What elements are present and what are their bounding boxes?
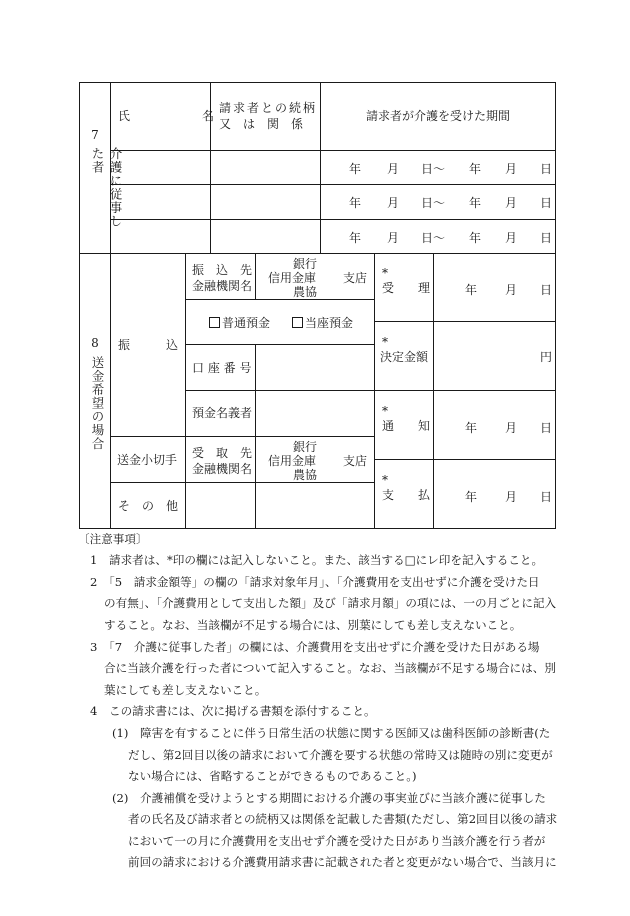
- kogitte-label: 送金小切手: [117, 453, 178, 467]
- shiharai-label: 支 払: [382, 488, 431, 502]
- bank2-type-shinkin: 信用金庫: [268, 454, 317, 468]
- bank-type-bank: 銀行: [293, 257, 318, 271]
- col-name-header: 氏 名: [118, 109, 215, 123]
- note-line: 葉にしても差し支えないこと。: [104, 683, 267, 697]
- bank-type-shinkin: 信用金庫: [268, 271, 317, 285]
- tsuchi-star: *: [382, 404, 388, 418]
- notes-heading: 〔注意事項〕: [78, 532, 148, 546]
- note-line: の有無」、「介護費用として支出した額」及び「請求月額」の項には、一の月ごとに記入: [104, 596, 557, 610]
- furikomisaki-label-1: 振 込 先: [192, 263, 253, 277]
- section8-number: 8: [91, 336, 99, 350]
- futsu-checkbox-option[interactable]: 普通預金: [209, 316, 270, 330]
- section7-title: 介護に従事した者: [90, 147, 123, 228]
- toza-checkbox[interactable]: [292, 317, 303, 328]
- note-line: 1 請求者は、*印の欄には記入しないこと。また、該当する□にレ印を記入すること。: [90, 553, 544, 567]
- section7-number: 7: [91, 128, 99, 142]
- kettei-label: 決定金額: [380, 350, 429, 364]
- note-line: において一の月に介護費用を支出せず介護を受けた日があり当該介護を行う者が: [128, 834, 546, 848]
- note-line: ない場合には、省略することができるものであること。): [128, 769, 417, 783]
- note-line: 者の氏名及び請求者との続柄又は関係を記載した書類(ただし、第2回目以後の請求: [128, 812, 558, 826]
- note-line: (2) 介護補償を受けようとする期間における介護の事実並びに当該介護に従事した: [112, 791, 546, 805]
- juri-star: *: [382, 266, 388, 280]
- note-line: (1) 障害を有することに伴う日常生活の状態に関する医師又は歯科医師の診断書(た: [112, 726, 551, 740]
- kettei-star: *: [382, 335, 388, 349]
- account-number-label: 口 座 番 号: [192, 361, 252, 375]
- kettei-yen: 円: [540, 350, 553, 364]
- section8-title: 送金希望の場合: [90, 356, 105, 451]
- bank-type-nokyo: 農協: [293, 285, 318, 299]
- note-line: 3 「7 介護に従事した者」の欄には、介護費用を支出せずに介護を受けた日がある場: [90, 640, 540, 654]
- futsu-checkbox[interactable]: [209, 317, 220, 328]
- note-line: 合に当該介護を行った者について記入すること。なお、当該欄が不足する場合には、別: [104, 661, 556, 675]
- furikomisaki-label-2: 金融機関名: [192, 279, 253, 293]
- furikomi-label: 振 込: [118, 338, 179, 352]
- shiharai-star: *: [382, 473, 388, 487]
- col-relation-header-2: 又 は 関 係: [219, 117, 304, 131]
- account-holder-label: 預金名義者: [192, 406, 253, 420]
- col-relation-header-1: 請求者との続柄: [219, 101, 318, 115]
- uketori-label-2: 金融機関名: [192, 462, 253, 476]
- col-period-header: 請求者が介護を受けた期間: [365, 109, 510, 123]
- note-line: だし、第2回目以後の請求において介護を要する状態の常時又は随時の別に変更が: [128, 748, 553, 762]
- note-line: 前回の請求における介護費用請求書に記載された者と変更がない場合で、当該月に: [128, 855, 557, 869]
- branch-label: 支店: [343, 271, 368, 285]
- sonota-label: そ の 他: [118, 499, 179, 513]
- note-line: 2 「5 請求金額等」の欄の「請求対象年月」、「介護費用を支出せずに介護を受けた日: [90, 575, 540, 589]
- tsuchi-label: 通 知: [382, 419, 431, 433]
- toza-checkbox-option[interactable]: 当座預金: [292, 316, 353, 330]
- note-line: すること。なお、当該欄が不足する場合には、別葉にしても差し支えないこと。: [104, 618, 522, 632]
- note-line: 4 この請求書には、次に掲げる書類を添付すること。: [90, 704, 376, 718]
- bank2-type-nokyo: 農協: [293, 468, 318, 482]
- uketori-label-1: 受 取 先: [192, 446, 253, 460]
- bank2-type-bank: 銀行: [293, 440, 318, 454]
- branch2-label: 支店: [343, 454, 368, 468]
- juri-label: 受 理: [382, 281, 431, 295]
